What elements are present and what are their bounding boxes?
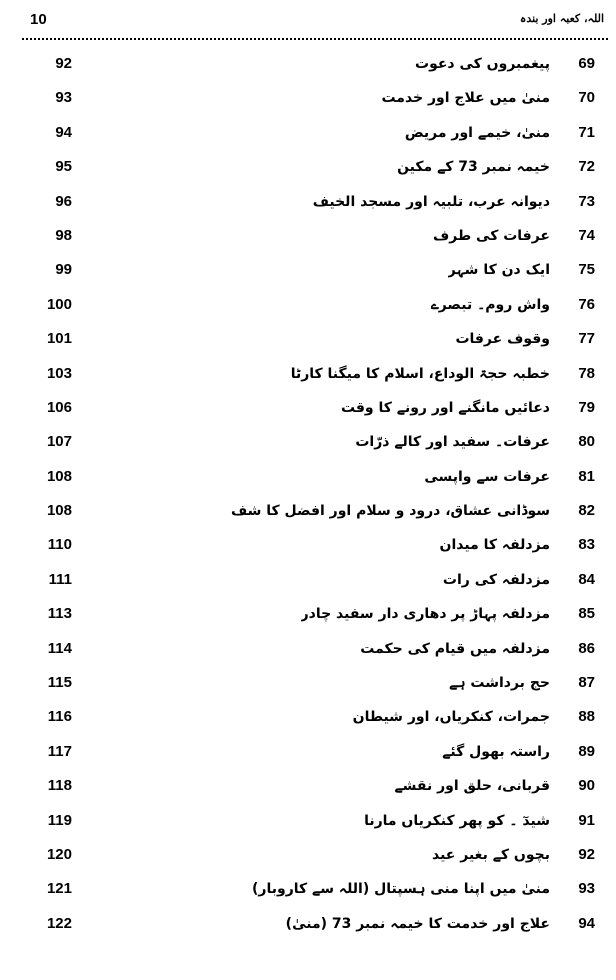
toc-chapter-title: راستہ بھول گئے xyxy=(442,743,550,760)
toc-page-number: 103 xyxy=(46,364,72,382)
toc-chapter-number: 89 xyxy=(578,742,595,760)
toc-chapter-title: عرفات کی طرف xyxy=(433,227,550,244)
toc-entry xyxy=(0,150,616,184)
toc-chapter-number: 84 xyxy=(578,570,595,588)
toc-chapter-title: منیٰ، خیمے اور مریض xyxy=(404,124,550,141)
toc-chapter-number: 90 xyxy=(578,777,595,795)
toc-chapter-number: 76 xyxy=(578,295,595,313)
toc-page-number: 122 xyxy=(46,914,72,932)
toc-chapter-number: 83 xyxy=(578,536,595,554)
toc-page-number: 118 xyxy=(47,777,72,795)
toc-chapter-title: عرفات سے واپسی xyxy=(424,468,550,485)
toc-entry xyxy=(0,700,616,734)
toc-chapter-number: 69 xyxy=(578,55,595,72)
toc-chapter-title: مزدلفہ کا میدان xyxy=(439,537,550,554)
toc-page-number: 106 xyxy=(46,398,72,416)
toc-chapter-number: 94 xyxy=(578,914,595,932)
toc-chapter-title: خیمہ نمبر 73 کے مکین xyxy=(397,159,550,176)
toc-chapter-title: وقوف عرفات xyxy=(455,331,550,348)
toc-chapter-title: عرفات۔ سفید اور کالے ذرّات xyxy=(355,434,550,451)
toc-chapter-number: 77 xyxy=(578,330,595,348)
toc-entry xyxy=(0,357,616,391)
toc-chapter-number: 88 xyxy=(578,708,595,726)
toc-chapter-title: مزدلفہ پہاڑ پر دھاری دار سفید چادر xyxy=(300,606,550,623)
toc-page-number: 121 xyxy=(46,880,72,898)
toc-chapter-title: حج برداشت ہے xyxy=(449,675,550,692)
toc-entry xyxy=(0,185,616,219)
toc-entry xyxy=(0,632,616,666)
toc-page-number: 98 xyxy=(55,226,72,244)
toc-chapter-number: 81 xyxy=(578,467,595,485)
toc-page-number: 115 xyxy=(47,674,72,692)
toc-entry xyxy=(0,494,616,528)
toc-entry xyxy=(0,872,616,906)
toc-entry xyxy=(0,425,616,459)
toc-entry xyxy=(0,907,616,941)
toc-chapter-number: 82 xyxy=(578,502,595,520)
toc-chapter-number: 79 xyxy=(578,398,595,416)
toc-chapter-title: شیدٓ ۔ کو پھر کنکریاں مارنا xyxy=(364,812,550,829)
toc-chapter-number: 73 xyxy=(578,192,595,210)
toc-entry xyxy=(0,219,616,253)
toc-page-number: 93 xyxy=(55,89,72,107)
toc-chapter-title: منیٰ میں اپنا منی ہسپتال (اللہ سے کاروبار) xyxy=(252,881,550,898)
toc-entry xyxy=(0,460,616,494)
toc-page-number: 108 xyxy=(46,502,72,520)
toc-chapter-title: دیوانہ عرب، تلبیہ اور مسجد الخیف xyxy=(312,193,550,210)
toc-page-number: 96 xyxy=(55,192,72,210)
toc-chapter-number: 72 xyxy=(578,158,595,176)
toc-entry xyxy=(0,838,616,872)
toc-page-number: 119 xyxy=(47,811,72,829)
toc-chapter-number: 87 xyxy=(578,674,595,692)
toc-page-number: 110 xyxy=(47,536,72,554)
toc-chapter-number: 91 xyxy=(578,811,595,829)
toc-entry xyxy=(0,288,616,322)
toc-chapter-title: سوڈانی عشاق، درود و سلام اور افضل کا شف xyxy=(230,503,550,520)
toc-chapter-title: مزدلفہ کی رات xyxy=(442,571,550,588)
toc-entry xyxy=(0,47,616,81)
toc-chapter-number: 85 xyxy=(578,605,595,623)
toc-page-number: 107 xyxy=(46,433,72,451)
toc-chapter-number: 78 xyxy=(578,364,595,382)
toc-page-number: 92 xyxy=(55,55,72,72)
toc-chapter-number: 86 xyxy=(578,639,595,657)
toc-page-number: 108 xyxy=(46,467,72,485)
table-of-contents xyxy=(0,47,616,941)
toc-entry xyxy=(0,116,616,150)
toc-page-number: 114 xyxy=(47,639,72,657)
toc-entry xyxy=(0,735,616,769)
toc-chapter-title: پیغمبروں کی دعوت xyxy=(415,56,550,72)
toc-chapter-number: 74 xyxy=(578,226,595,244)
toc-entry xyxy=(0,769,616,803)
toc-chapter-number: 75 xyxy=(578,261,595,279)
toc-entry xyxy=(0,391,616,425)
toc-chapter-number: 80 xyxy=(578,433,595,451)
toc-page-number: 111 xyxy=(48,570,72,588)
toc-page-number: 120 xyxy=(46,845,72,863)
toc-chapter-title: علاج اور خدمت کا خیمہ نمبر 73 (منیٰ) xyxy=(285,915,550,932)
toc-chapter-title: جمرات، کنکریاں، اور شیطان xyxy=(352,709,550,726)
toc-entry xyxy=(0,253,616,287)
toc-page-number: 101 xyxy=(46,330,72,348)
toc-entry xyxy=(0,322,616,356)
toc-page-number: 94 xyxy=(55,123,72,141)
toc-entry xyxy=(0,81,616,115)
toc-page-number: 113 xyxy=(47,605,72,623)
header-dotted-rule xyxy=(22,38,608,40)
toc-chapter-title: منیٰ میں علاج اور خدمت xyxy=(381,90,550,107)
running-title: اللہ، کعبہ اور بندہ xyxy=(519,12,604,25)
toc-chapter-title: بچوں کے بغیر عید xyxy=(432,846,550,863)
toc-entry xyxy=(0,597,616,631)
toc-chapter-number: 71 xyxy=(578,123,595,141)
toc-entry xyxy=(0,666,616,700)
toc-chapter-title: ایک دن کا شہر xyxy=(447,262,550,279)
toc-chapter-title: دعائیں مانگنے اور رونے کا وقت xyxy=(340,399,550,416)
toc-entry xyxy=(0,528,616,562)
toc-entry xyxy=(0,804,616,838)
toc-page-number: 116 xyxy=(47,708,72,726)
toc-chapter-title: واش روم۔ تبصرے xyxy=(430,296,550,313)
toc-chapter-title: قربانی، حلق اور نقشے xyxy=(394,778,550,795)
page-number: 10 xyxy=(30,11,47,28)
toc-chapter-title: مزدلفہ میں قیام کی حکمت xyxy=(360,640,550,657)
toc-chapter-number: 70 xyxy=(578,89,595,107)
toc-page-number: 117 xyxy=(47,742,72,760)
toc-entry xyxy=(0,563,616,597)
toc-page-number: 100 xyxy=(46,295,72,313)
toc-chapter-number: 92 xyxy=(578,845,595,863)
toc-page-number: 95 xyxy=(55,158,72,176)
toc-chapter-title: خطبہ حجۃ الوداع، اسلام کا میگنا کارٹا xyxy=(290,365,550,382)
toc-chapter-number: 93 xyxy=(578,880,595,898)
toc-page-number: 99 xyxy=(55,261,72,279)
